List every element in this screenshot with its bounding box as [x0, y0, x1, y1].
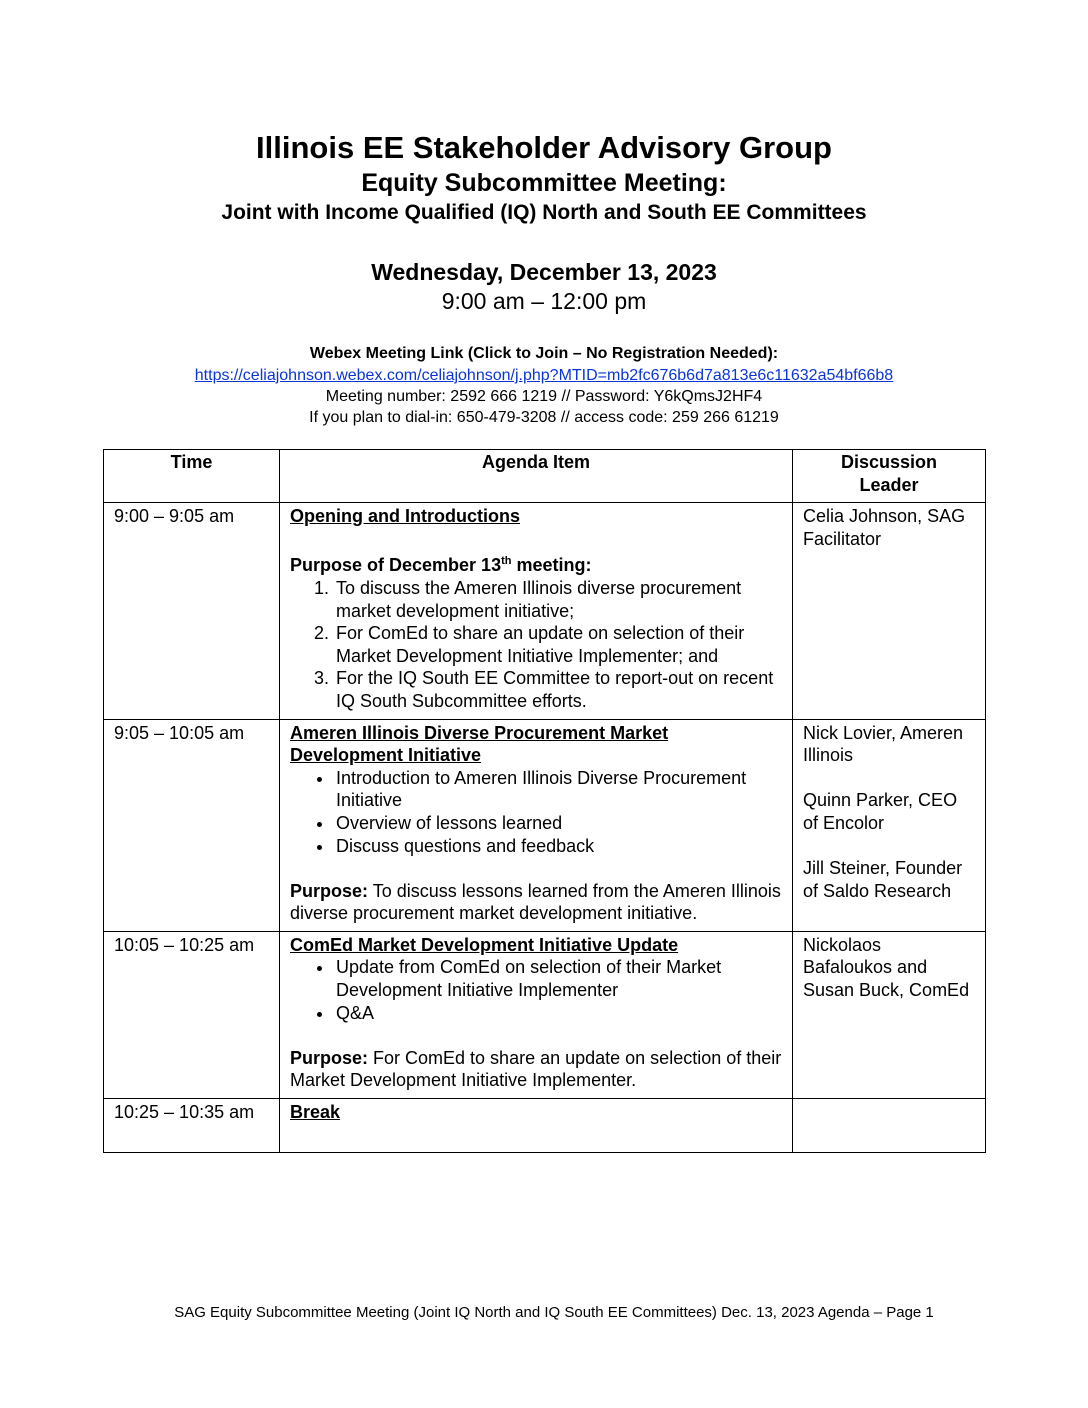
leader-name: Nickolaos Bafaloukos and Susan Buck, ComEd	[803, 934, 970, 1001]
list-item: • Update from ComEd on selection of their Market Development Initiative Implementer	[334, 956, 782, 1001]
row-time: 10:05 – 10:25 am	[104, 931, 280, 1098]
bullet-list	[290, 767, 782, 857]
row-agenda-item	[280, 1099, 793, 1153]
purpose-heading-text: Purpose of December 13	[290, 555, 502, 576]
agenda-table	[103, 449, 986, 1153]
purpose-paragraph	[290, 880, 782, 925]
list-item: • Overview of lessons learned	[334, 812, 782, 835]
row-leader	[793, 1099, 986, 1153]
row-time: 9:05 – 10:05 am	[104, 719, 280, 931]
purpose-text: To discuss lessons learned from the Ameren Illinois diverse procurement market development initiative.	[290, 880, 781, 924]
purpose-paragraph	[290, 1047, 782, 1092]
purpose-heading-sup: th	[501, 555, 512, 568]
purpose-label: Purpose:	[290, 1047, 369, 1068]
agenda-header-row	[104, 450, 986, 503]
leader-name: Quinn Parker, CEO of Encolor	[803, 790, 958, 833]
row-time: 10:25 – 10:35 am	[104, 1099, 280, 1153]
row-agenda-item	[280, 931, 793, 1098]
row-agenda-item	[280, 719, 793, 931]
page-footer	[0, 1303, 1088, 1323]
webex-link-row	[0, 365, 1088, 387]
leader-name: Nick Lovier, Ameren Illinois	[803, 722, 964, 766]
header-discussion-leader: Discussion Leader	[793, 450, 986, 503]
document-subtitle-2: Joint with Income Qualified (IQ) North and South EE Committees	[221, 201, 867, 224]
agenda-item-title: Break	[290, 1102, 341, 1123]
table-row	[104, 1099, 986, 1153]
document-subtitle: Equity Subcommittee Meeting:	[361, 169, 727, 197]
list-item: • Introduction to Ameren Illinois Diverse Procurement Initiative	[334, 767, 782, 812]
list-item: 3. For the IQ South EE Committee to report-out on recent IQ South Subcommittee efforts.	[334, 667, 782, 712]
purpose-label: Purpose:	[290, 880, 369, 901]
list-item: • Q&A	[334, 1002, 782, 1025]
footer-text: SAG Equity Subcommittee Meeting (Joint IQ North and IQ South EE Committees) Dec. 13, 2023 Agenda – Page 1	[174, 1304, 934, 1321]
leader-name: Jill Steiner, Founder of Saldo Research	[803, 858, 963, 901]
row-leader	[793, 503, 986, 719]
meeting-time: 9:00 am – 12:00 pm	[441, 288, 647, 314]
list-item: • Discuss questions and feedback	[334, 835, 782, 858]
purpose-heading-tail: meeting:	[511, 555, 592, 576]
leader-name: Celia Johnson, SAG Facilitator	[803, 506, 966, 549]
bullet-list	[290, 956, 782, 1024]
table-row	[104, 719, 986, 931]
purpose-list	[290, 577, 782, 713]
row-agenda-item	[280, 503, 793, 719]
agenda-item-title: Opening and Introductions	[290, 506, 520, 527]
webex-meeting-link[interactable]: https://celiajohnson.webex.com/celiajohnson/j.php?MTID=mb2fc676b6d7a813e6c11632a54bf66b8	[194, 367, 894, 384]
table-row	[104, 503, 986, 719]
header-time: Time	[104, 450, 280, 503]
header-agenda-item: Agenda Item	[280, 450, 793, 503]
row-leader	[793, 719, 986, 931]
row-leader	[793, 931, 986, 1098]
agenda-item-title: Ameren Illinois Diverse Procurement Market Development Initiative	[290, 722, 669, 766]
purpose-heading	[290, 550, 782, 577]
list-item: 2. For ComEd to share an update on selection of their Market Development Initiative Implementer; and	[334, 622, 782, 667]
webex-link-heading: Webex Meeting Link (Click to Join – No Registration Needed):	[309, 345, 779, 362]
dial-in-info: If you plan to dial-in: 650-479-3208 // access code: 259 266 61219	[309, 409, 779, 426]
table-row	[104, 931, 986, 1098]
meeting-date: Wednesday, December 13, 2023	[371, 259, 717, 285]
agenda-item-title: ComEd Market Development Initiative Update	[290, 934, 679, 955]
document-title: Illinois EE Stakeholder Advisory Group	[256, 130, 832, 165]
list-item: 1. To discuss the Ameren Illinois diverse procurement market development initiative;	[334, 577, 782, 622]
row-time: 9:00 – 9:05 am	[104, 503, 280, 719]
purpose-text: For ComEd to share an update on selection of their Market Development Initiative Implementer.	[290, 1047, 782, 1091]
meeting-number: Meeting number: 2592 666 1219 // Password: Y6kQmsJ2HF4	[325, 388, 763, 405]
